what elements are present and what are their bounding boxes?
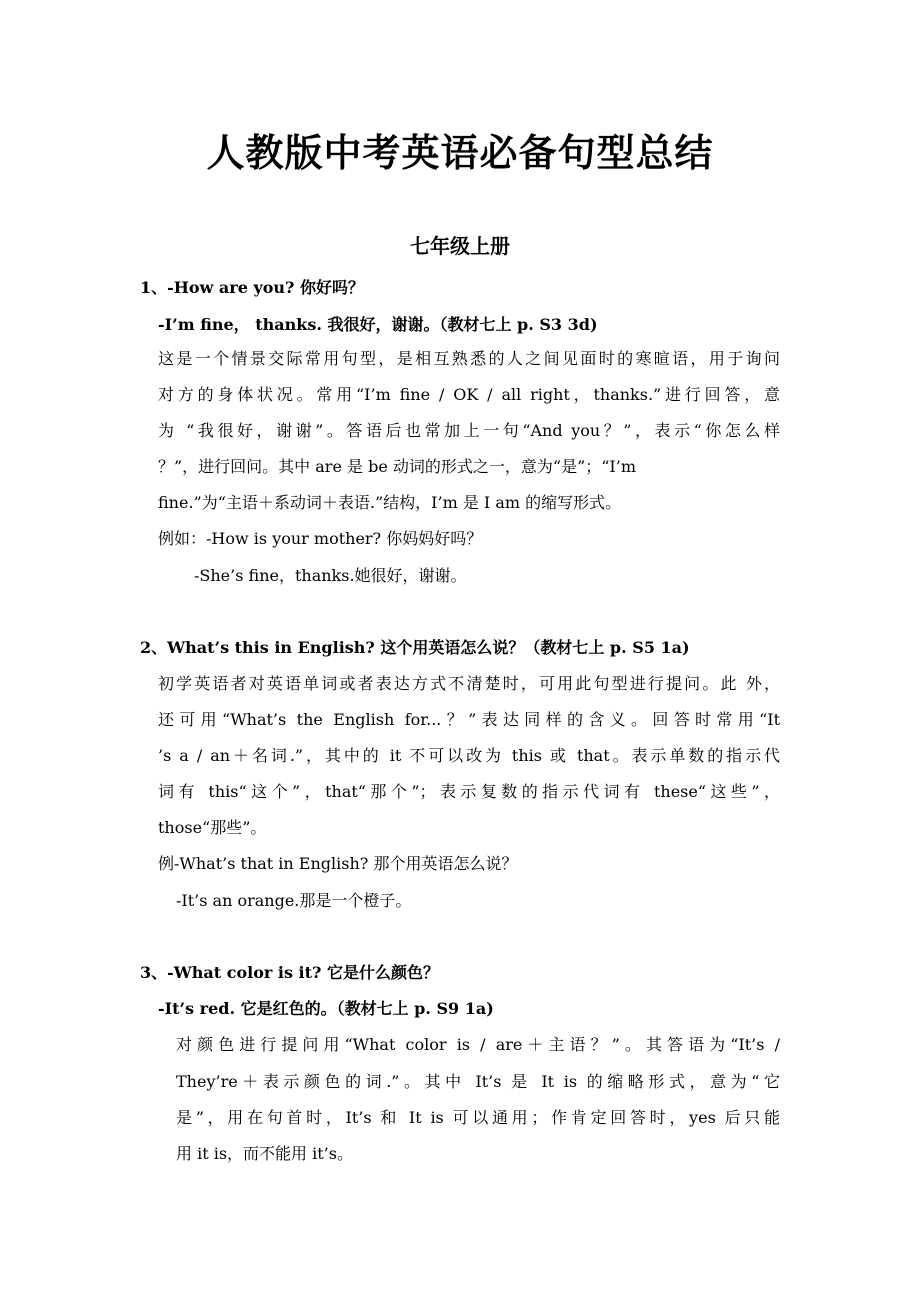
item-1-paragraph-line: 对方的身体状况。常用“I’m fine / OK / all right，thanks.”进行回答，意 <box>158 385 780 404</box>
item-2-paragraph-line: 词有 this“这个”，that“那个”；表示复数的指示代词有 these“这些”， <box>158 782 780 801</box>
item-2-paragraph-line: ’s a / an＋名词.”，其中的 it 不可以改为 this 或 that。表示单数的指示代 <box>158 746 780 765</box>
item-2-paragraph-line: 还可用“What’s the English for...？”表达同样的含义。回答时常用“It <box>158 710 780 729</box>
item-1-question: 1、-How are you? 你好吗？ <box>140 278 365 297</box>
item-2-paragraph-line: 初学英语者对英语单词或者表达方式不清楚时，可用此句型进行提问。此 外， <box>158 674 780 693</box>
item-3-paragraph-line: 对颜色进行提问用“What color is / are＋主语？”。其答语为“It’s / <box>176 1035 780 1054</box>
item-3-paragraph-line: 用 it is，而不能用 it’s。 <box>176 1144 353 1163</box>
item-1-answer: -I’m fine， thanks. 我很好，谢谢。（教材七上 p. S3 3d) <box>158 315 598 334</box>
item-2-question: 2、What’s this in English? 这个用英语怎么说？（教材七上 p. S5 1a) <box>140 638 690 657</box>
item-2-paragraph-line: those“那些”。 <box>158 818 267 837</box>
item-1-example: 例如：-How is your mother? 你妈妈好吗？ <box>158 529 483 548</box>
item-3-answer: -It’s red. 它是红色的。（教材七上 p. S9 1a) <box>158 999 494 1018</box>
section-heading: 七年级上册 <box>410 234 510 258</box>
item-2-example: 例-What’s that in English? 那个用英语怎么说？ <box>158 854 518 873</box>
item-1-paragraph-line: fine.”为“主语＋系动词＋表语.”结构，I’m 是 I am 的缩写形式。 <box>158 493 622 512</box>
item-3-paragraph-line: They’re＋表示颜色的词.”。其中 It’s 是 It is 的缩略形式，意为“它 <box>176 1072 780 1091</box>
item-1-example-answer: -She’s fine，thanks.她很好，谢谢。 <box>194 566 467 585</box>
item-1-paragraph-line: ？”，进行回问。其中 are 是 be 动词的形式之一，意为“是”；“I’m <box>158 457 637 476</box>
item-3-paragraph-line: 是”，用在句首时，It’s 和 It is 可以通用；作肯定回答时，yes 后只能 <box>176 1108 780 1127</box>
item-1-paragraph-line: 这是一个情景交际常用句型，是相互熟悉的人之间见面时的寒暄语，用于询问 <box>158 349 780 368</box>
item-2-example-answer: -It’s an orange.那是一个橙子。 <box>176 891 412 910</box>
document-title: 人教版中考英语必备句型总结 <box>206 131 714 175</box>
item-1-paragraph-line: 为 “我很好，谢谢”。答语后也常加上一句“And you？”，表示“你怎么样 <box>158 421 780 440</box>
item-3-question: 3、-What color is it? 它是什么颜色？ <box>140 963 439 982</box>
